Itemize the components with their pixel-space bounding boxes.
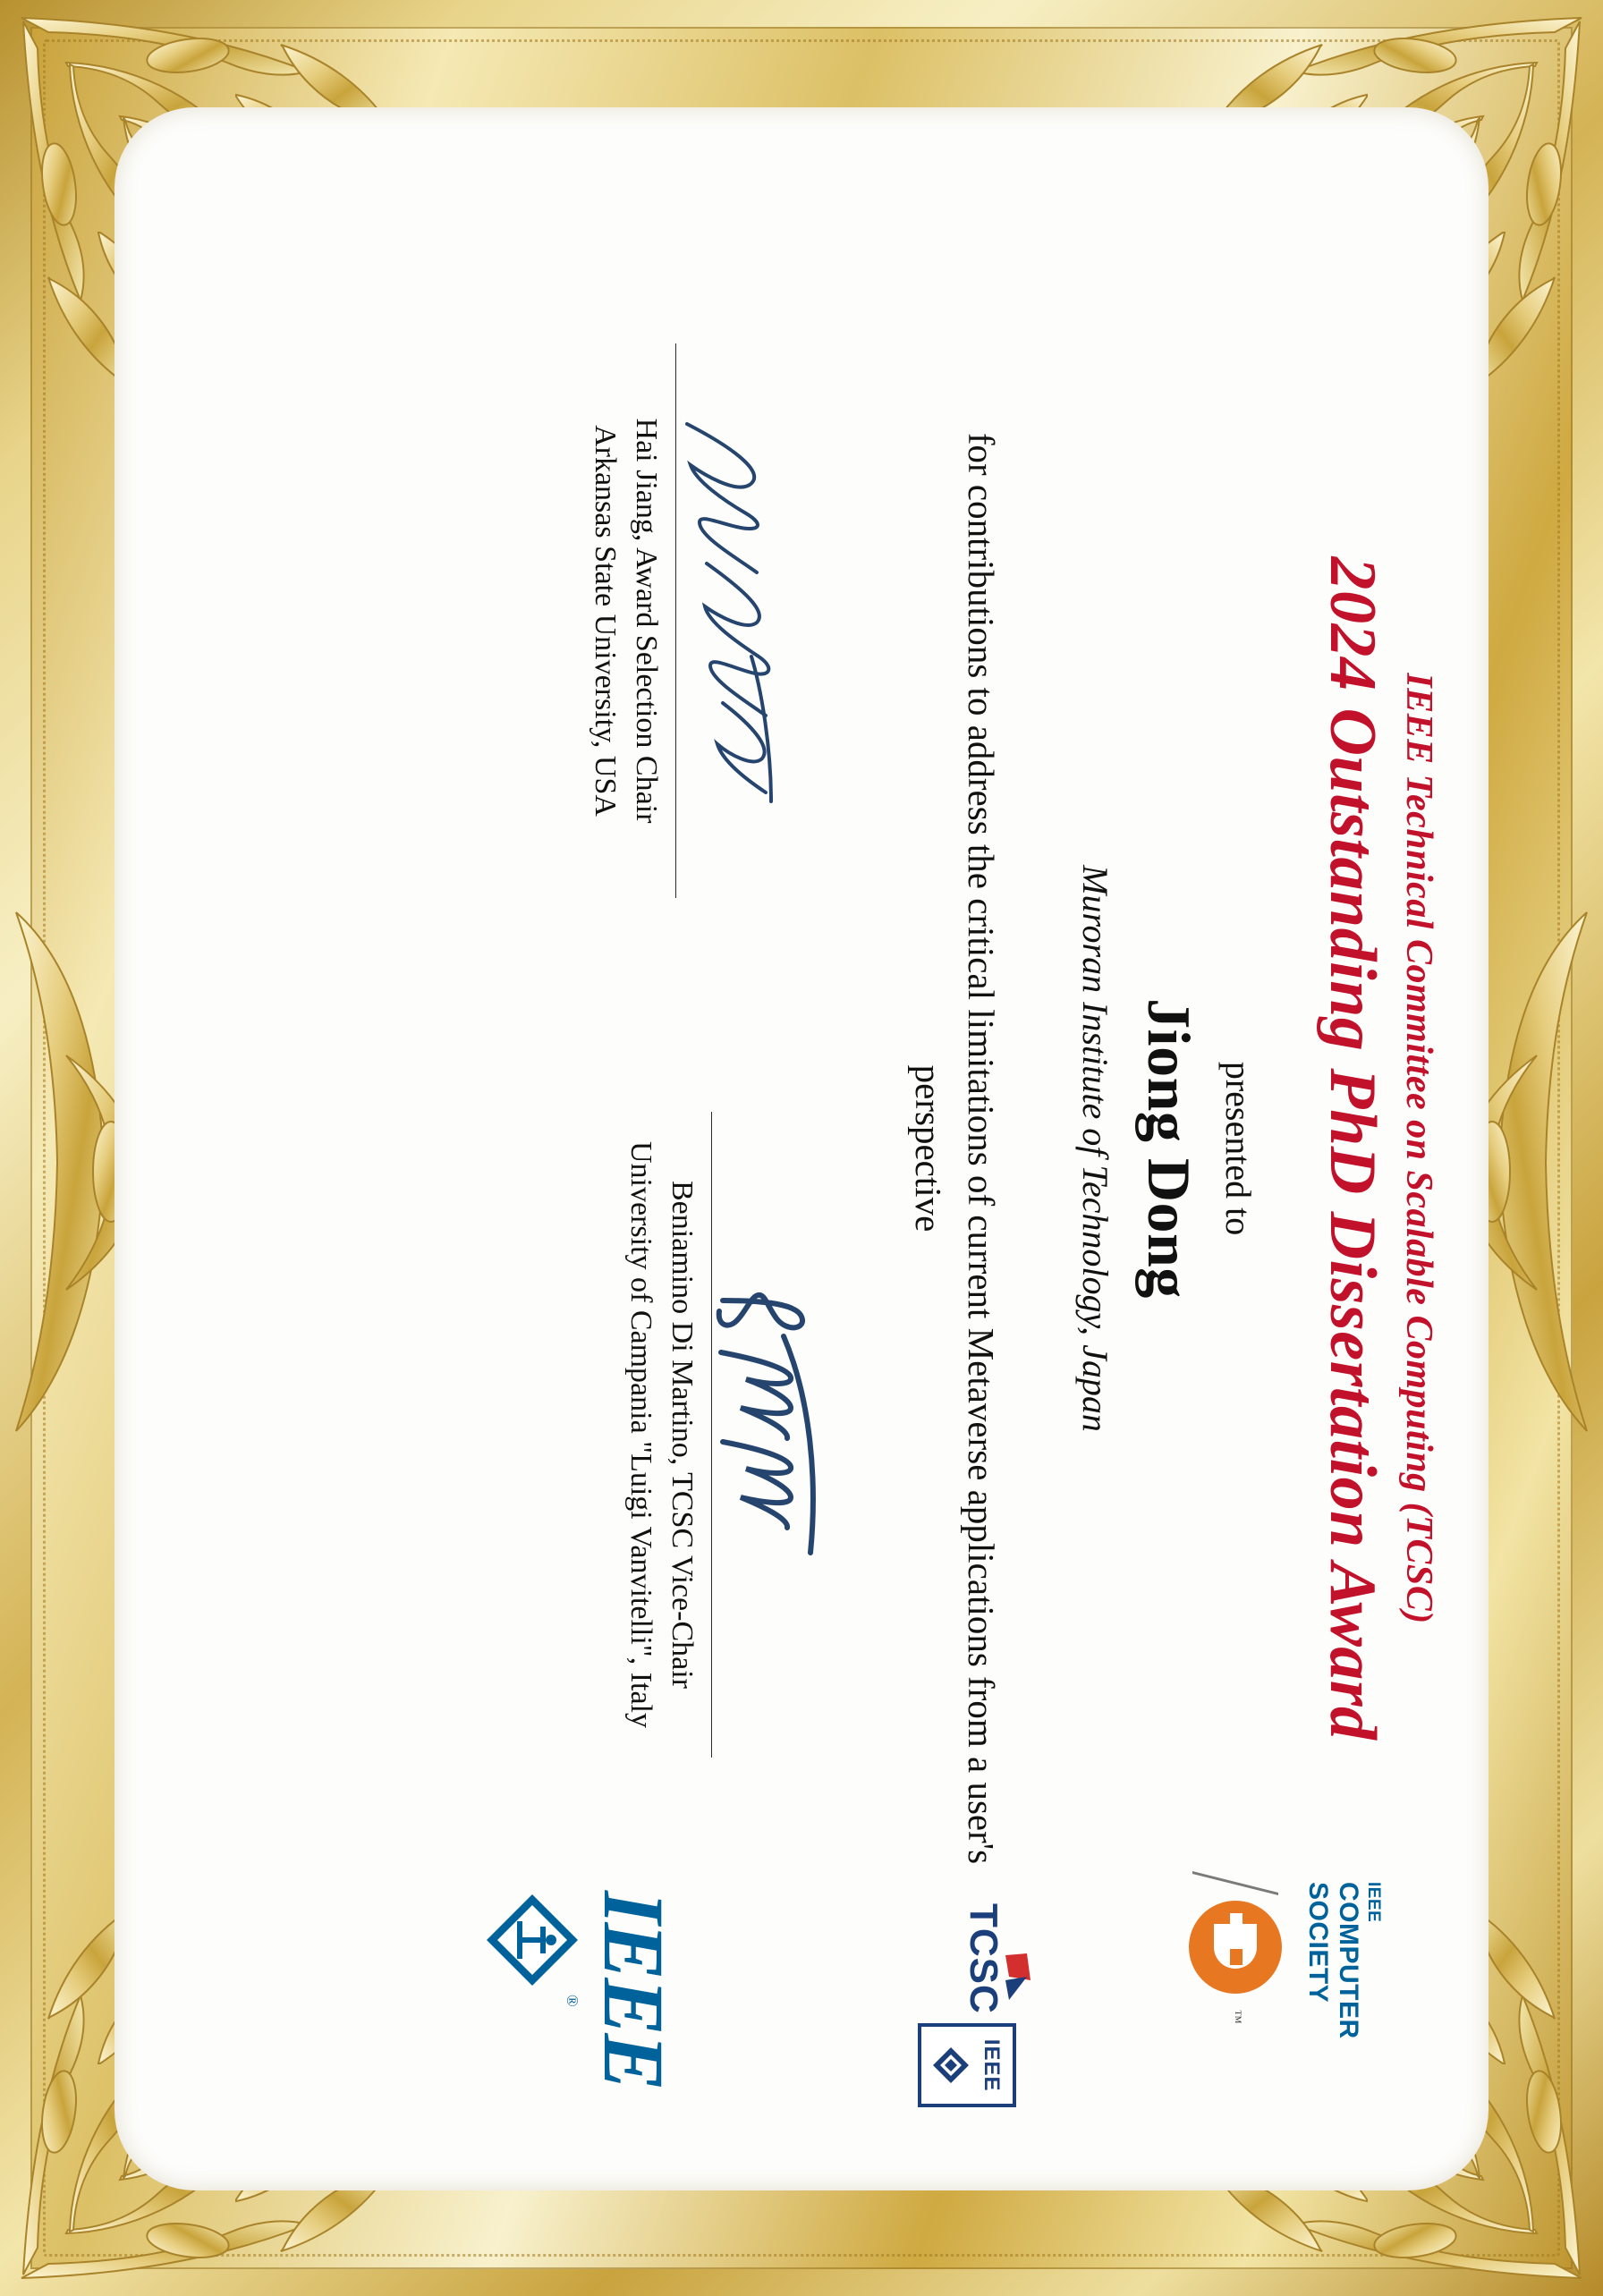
logo-column bbox=[202, 1864, 1419, 2150]
ieee-wordmark: IEEE bbox=[586, 1890, 682, 2088]
signatory-name: Hai Jiang, Award Selection Chair bbox=[630, 418, 663, 823]
ieee-cs-small-label: IEEE bbox=[1364, 1881, 1383, 1922]
tcsc-logo bbox=[918, 1900, 1016, 2123]
ieee-registered-mark: ® bbox=[564, 1994, 581, 2007]
signature-block-vice-chair bbox=[620, 1059, 828, 1810]
ieee-computer-society-logo bbox=[1182, 1882, 1383, 2132]
ieee-logo bbox=[483, 1890, 682, 2132]
tcsc-ieee-sub-label: IEEE bbox=[980, 2038, 1004, 2091]
ieee-cs-line-2: SOCIETY bbox=[1303, 1881, 1334, 2003]
recipient-name: Jiong Dong bbox=[1135, 997, 1203, 1299]
handwritten-signature-icon bbox=[676, 299, 793, 943]
recipient-affiliation: Muroran Institute of Technology, Japan bbox=[1075, 864, 1115, 1432]
award-title: 2024 Outstanding PhD Dissertation Award bbox=[1316, 555, 1389, 1741]
signatory-name: Beniamino Di Martino, TCSC Vice-Chair bbox=[666, 1180, 699, 1689]
signatory-organization: Arkansas State University, USA bbox=[589, 424, 623, 817]
award-citation: for contributions to address the critical limitations of current Metaverse applications from a user's perspective bbox=[907, 432, 1002, 1864]
logo-divider bbox=[1192, 1871, 1278, 1895]
computer-society-emblem-icon bbox=[1182, 1894, 1289, 2001]
trademark-mark: ™ bbox=[1227, 2009, 1243, 2024]
signatory-organization: University of Campania "Luigi Vanvitelli", Italy bbox=[624, 1140, 658, 1728]
certificate-content bbox=[131, 111, 1472, 2186]
tcsc-wordmark: TCSC bbox=[962, 1902, 1005, 2014]
signature-block-selection-chair bbox=[584, 299, 793, 943]
ieee-cs-line-1: COMPUTER bbox=[1334, 1881, 1363, 2039]
handwritten-signature-icon bbox=[712, 1059, 828, 1810]
presented-to-label: presented to bbox=[1218, 1061, 1259, 1235]
issuing-committee-line: IEEE Technical Committee on Scalable Computing (TCSC) bbox=[1398, 672, 1439, 1624]
tcsc-red-flag-icon bbox=[979, 1950, 1032, 2004]
ieee-diamond-emblem-icon bbox=[483, 1891, 581, 1989]
ieee-diamond-icon bbox=[930, 2045, 971, 2086]
